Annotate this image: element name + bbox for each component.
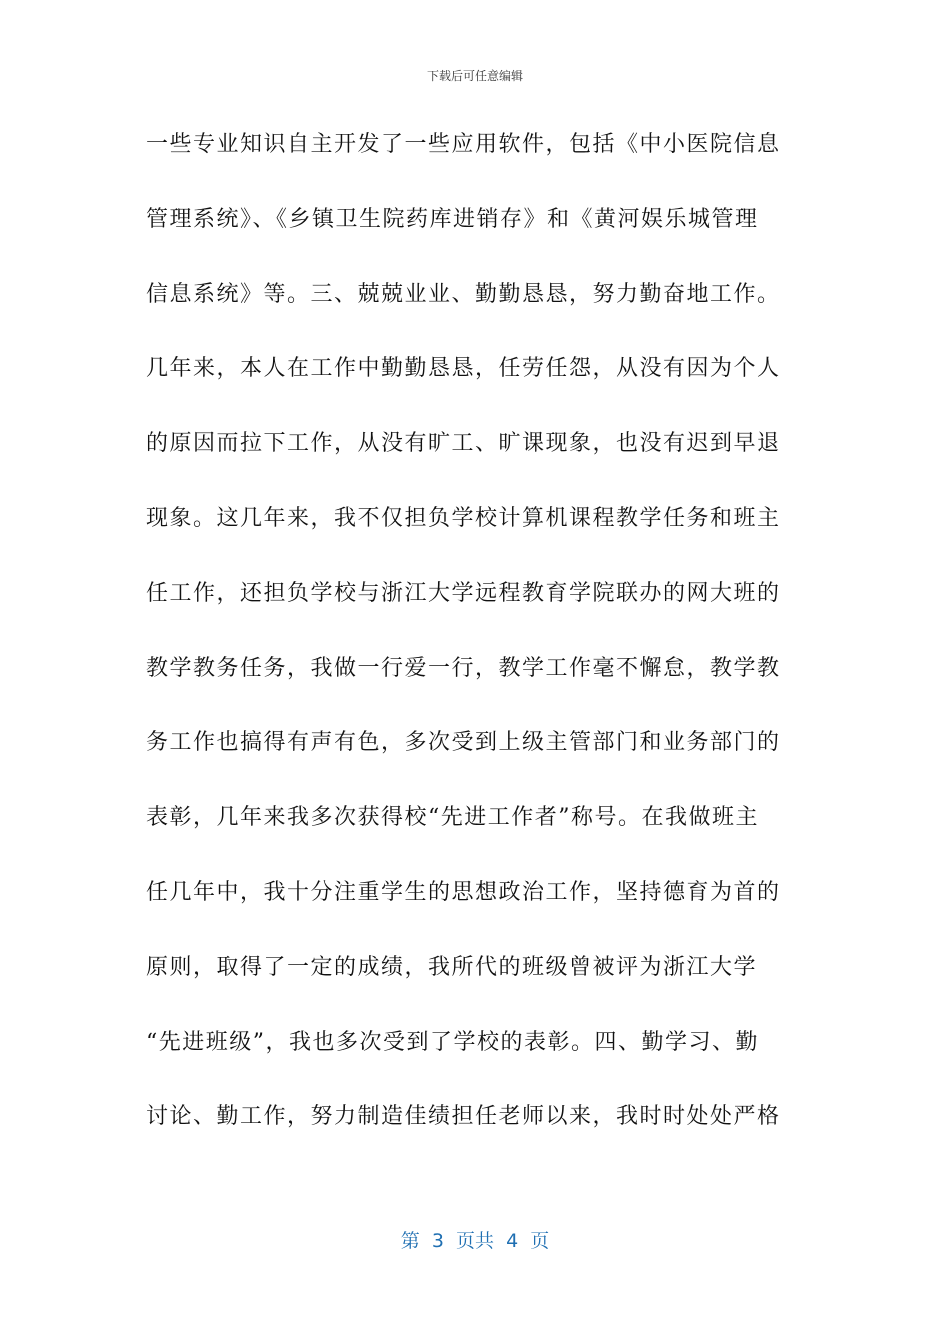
- text-line: 务工作也搞得有声有色，多次受到上级主管部门和业务部门的: [146, 730, 781, 756]
- text-line: 管理系统》、《乡镇卫生院药库进销存》和《黄河娱乐城管理: [146, 206, 759, 232]
- text-line: 现象。这几年来，我不仅担负学校计算机课程教学任务和班主: [146, 505, 781, 531]
- text-line: 几年来，本人在工作中勤勤恳恳，任劳任怨，从没有因为个人: [146, 356, 781, 382]
- text-line: 信息系统》等。三、兢兢业业、勤勤恳恳，努力勤奋地工作。: [146, 281, 781, 307]
- text-line: 表彰，几年来我多次获得校“先进工作者”称号。在我做班主: [146, 805, 759, 831]
- text-line: “先进班级”，我也多次受到了学校的表彰。四、勤学习、勤: [146, 1029, 759, 1055]
- text-line: 的原因而拉下工作，从没有旷工、旷课现象，也没有迟到早退: [146, 431, 781, 457]
- document-body: [146, 128, 806, 1175]
- text-line: 讨论、勤工作，努力制造佳绩担任老师以来，我时时处处严格: [146, 1104, 781, 1130]
- text-line: 任几年中，我十分注重学生的思想政治工作，坚持德育为首的: [146, 879, 781, 905]
- text-line: 任工作，还担负学校与浙江大学远程教育学院联办的网大班的: [146, 580, 781, 606]
- text-line: 教学教务任务，我做一行爱一行，教学工作毫不懈怠，教学教: [146, 655, 781, 681]
- text-line: 一些专业知识自主开发了一些应用软件，包括《中小医院信息: [146, 132, 781, 157]
- page-number-footer: 第 3 页共 4 页: [400, 1230, 550, 1252]
- text-line: 原则，取得了一定的成绩，我所代的班级曾被评为浙江大学: [146, 954, 758, 980]
- header-note: 下载后可任意编辑: [426, 69, 523, 83]
